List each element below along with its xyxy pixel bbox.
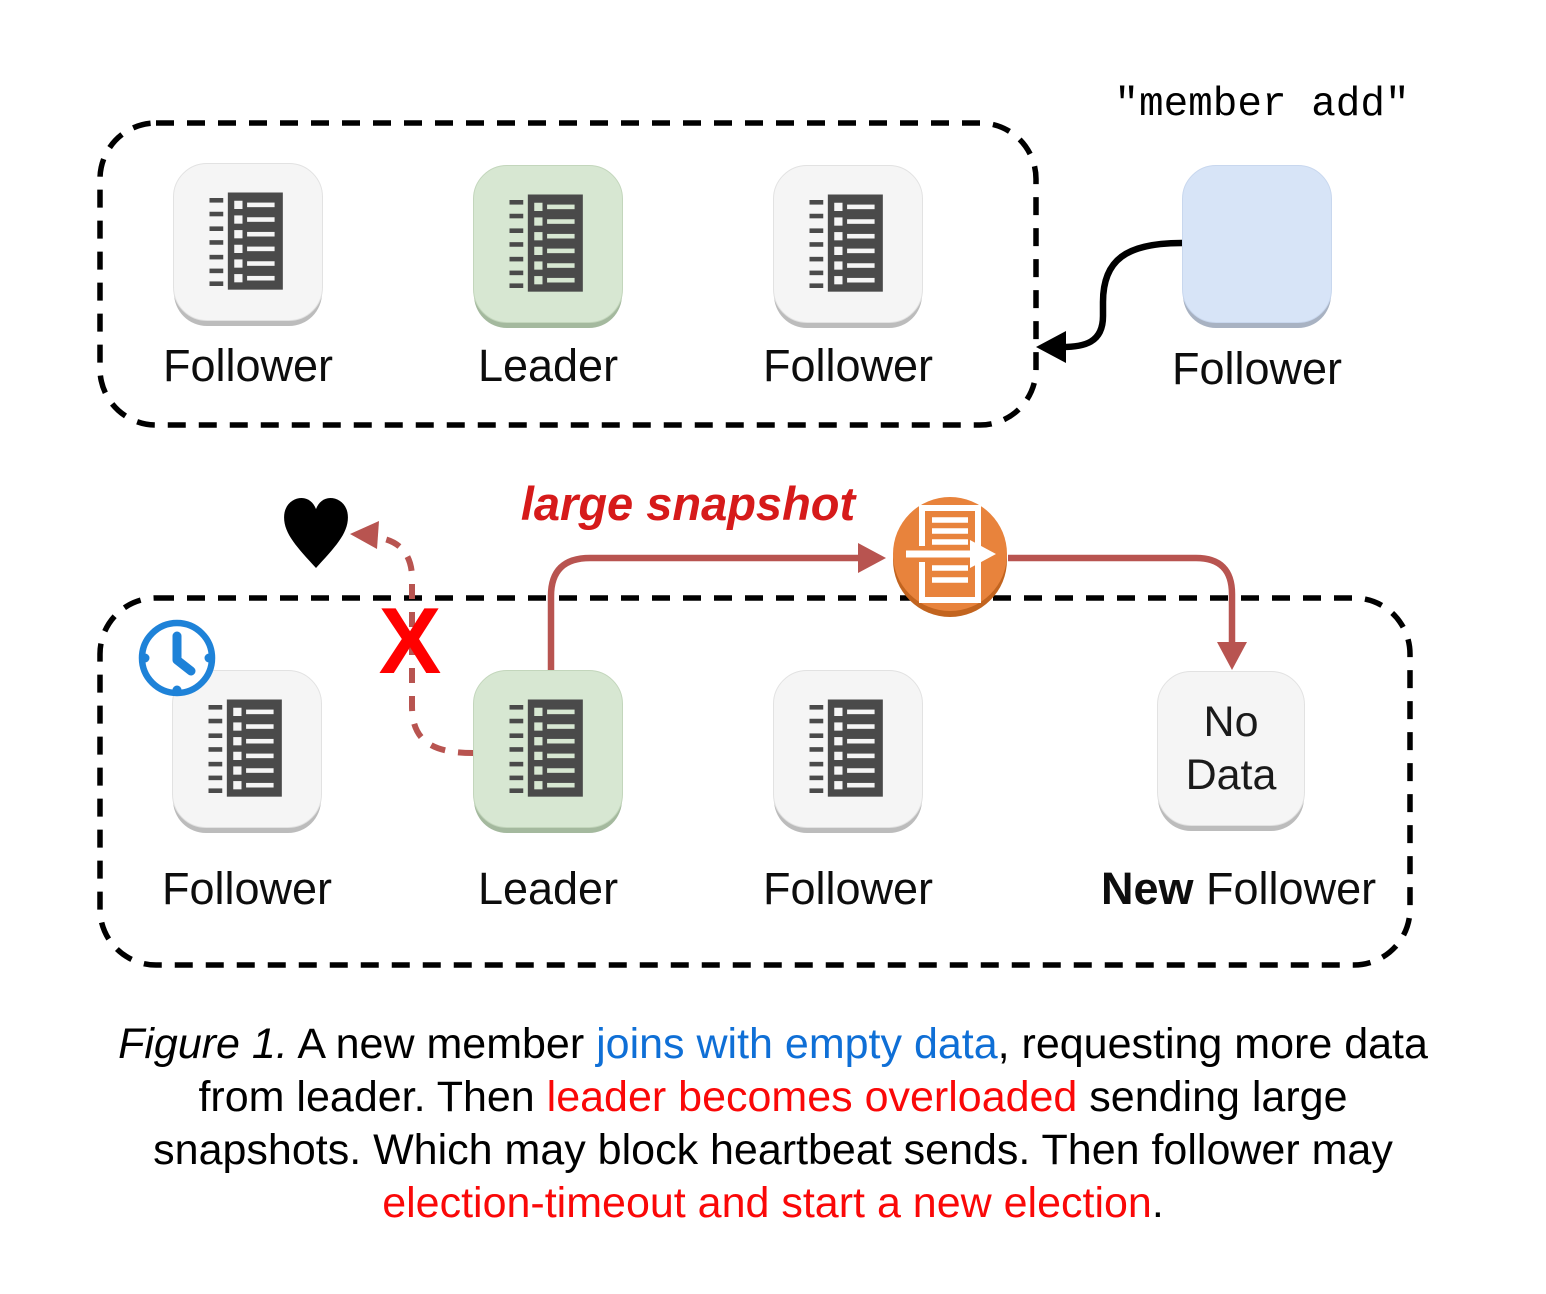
bottom-follower-2-label: Follower	[762, 863, 934, 914]
top-follower-2-label: Follower	[762, 340, 934, 391]
log-list-icon	[504, 695, 592, 803]
caption-segment: , requesting more data	[997, 1020, 1428, 1068]
heart-icon	[284, 498, 348, 568]
bottom-follower-2-box	[773, 670, 923, 828]
new-follower-label-bold: New	[1101, 863, 1194, 914]
caption-segment: .	[1151, 1179, 1164, 1227]
member-add-command: "member add"	[1114, 82, 1410, 128]
snapshot-arrow-in	[1008, 558, 1247, 670]
bottom-leader-label: Leader	[477, 863, 619, 914]
caption-segment: sending large	[1077, 1073, 1348, 1121]
caption-segment: Figure 1.	[118, 1020, 288, 1068]
snapshot-arrowhead-in	[1217, 642, 1247, 670]
joining-follower-label: Follower	[1171, 343, 1343, 394]
caption-line	[0, 1124, 1546, 1177]
top-follower-1-box	[173, 163, 323, 321]
bottom-leader-box	[473, 670, 623, 828]
log-list-icon	[504, 190, 592, 298]
no-data-box	[1157, 671, 1305, 826]
figure-caption	[0, 1018, 1546, 1230]
blocked-x-mark: X	[378, 588, 442, 693]
no-data-line2: Data	[1185, 750, 1277, 799]
large-snapshot-label: large snapshot	[520, 477, 856, 530]
joining-follower-box	[1182, 165, 1332, 323]
new-follower-label	[1101, 863, 1377, 914]
caption-line	[0, 1071, 1546, 1124]
snapshot-arrow-out	[551, 543, 886, 670]
top-follower-2-box	[773, 165, 923, 323]
no-data-line1: No	[1203, 697, 1259, 746]
top-leader-box	[473, 165, 623, 323]
log-list-icon	[804, 190, 892, 298]
clock-icon	[132, 614, 222, 704]
new-follower-label-rest: Follower	[1193, 863, 1377, 914]
caption-segment: joins with empty data	[596, 1020, 998, 1068]
no-data-text	[1186, 696, 1277, 802]
caption-line	[0, 1177, 1546, 1230]
heartbeat-arrowhead	[350, 521, 379, 549]
log-list-icon	[204, 188, 292, 296]
member-add-arrowhead	[1036, 331, 1066, 363]
top-follower-1-label: Follower	[162, 340, 334, 391]
bottom-follower-1-label: Follower	[161, 863, 333, 914]
caption-segment: election-timeout and start a new election	[382, 1179, 1152, 1227]
log-list-icon	[804, 695, 892, 803]
caption-segment: A new member	[287, 1020, 597, 1068]
caption-segment: from leader. Then	[198, 1073, 547, 1121]
top-leader-label: Leader	[477, 340, 619, 391]
log-list-icon	[203, 695, 291, 803]
caption-line	[0, 1018, 1546, 1071]
caption-segment: leader becomes overloaded	[546, 1073, 1078, 1121]
caption-segment: snapshots. Which may block heartbeat sends. Then follower may	[153, 1126, 1393, 1174]
snapshot-arrowhead-out	[858, 543, 886, 573]
